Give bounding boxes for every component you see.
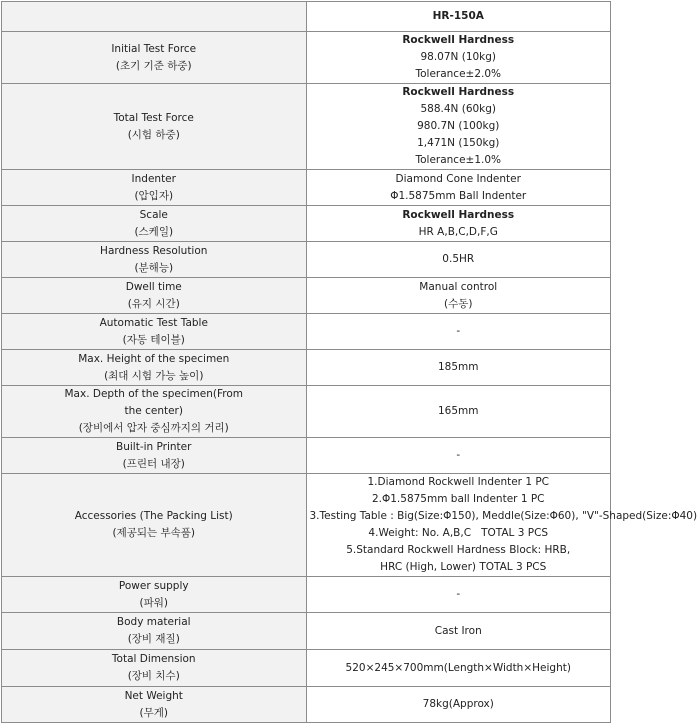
spec-value-line: 185mm xyxy=(438,361,479,373)
spec-label-cell xyxy=(2,314,307,350)
spec-label-line: (파워) xyxy=(139,596,168,609)
spec-row xyxy=(2,474,611,577)
spec-value-line: 4.Weight: No. A,B,C TOTAL 3 PCS xyxy=(368,527,549,539)
spec-value-line: - xyxy=(456,449,461,461)
spec-value-line: Cast Iron xyxy=(434,624,482,637)
spec-value-cell xyxy=(306,687,611,723)
spec-label-line: Max. Height of the specimen xyxy=(78,352,230,365)
spec-value-line: Tolerance±2.0% xyxy=(415,68,502,80)
spec-value-heading: Rockwell Hardness xyxy=(402,208,515,221)
spec-label-cell xyxy=(2,206,307,242)
spec-label-line: (장비 재질) xyxy=(127,633,180,645)
spec-value-line: 5.Standard Rockwell Hardness Block: HRB, xyxy=(346,544,571,556)
spec-label-line: Net Weight xyxy=(124,689,183,702)
spec-label-line: Max. Depth of the specimen(From xyxy=(64,388,243,400)
spec-row xyxy=(2,314,611,350)
spec-label-line: (분해능) xyxy=(134,261,174,274)
spec-value-heading: Rockwell Hardness xyxy=(402,34,515,46)
spec-value-line: Diamond Cone Indenter xyxy=(395,172,521,185)
spec-row xyxy=(2,577,611,613)
spec-value-cell xyxy=(306,278,611,314)
spec-row xyxy=(2,206,611,242)
spec-value-line: 980.7N (100kg) xyxy=(417,120,500,132)
spec-value-cell xyxy=(306,314,611,350)
spec-value-line: Manual control xyxy=(419,280,498,293)
spec-value-heading: Rockwell Hardness xyxy=(402,86,515,98)
spec-label-line: (장비에서 압자 중심까지의 거리) xyxy=(78,422,229,434)
spec-label-cell xyxy=(2,613,307,650)
spec-value-cell xyxy=(306,242,611,278)
spec-value-line: - xyxy=(456,325,461,337)
spec-label-line: Total Dimension xyxy=(111,653,196,665)
spec-value-line: (수동) xyxy=(444,297,473,310)
spec-value-cell xyxy=(306,474,697,577)
spec-value-cell xyxy=(306,650,611,687)
spec-row xyxy=(2,386,611,438)
spec-row xyxy=(2,278,611,314)
spec-value-line: 520×245×700mm(Length×Width×Height) xyxy=(345,661,571,674)
spec-label-line: (프린터 내장) xyxy=(122,457,185,470)
spec-value-line: HR A,B,C,D,F,G xyxy=(418,225,498,238)
spec-row xyxy=(2,650,611,687)
spec-label-cell xyxy=(2,577,307,613)
spec-value-line: 2.Φ1.5875mm ball Indenter 1 PC xyxy=(371,493,545,505)
spec-value-line: Φ1.5875mm Ball Indenter xyxy=(390,189,527,202)
spec-label-line: Automatic Test Table xyxy=(99,316,208,329)
spec-label-line: Accessories (The Packing List) xyxy=(74,510,233,522)
spec-label-line: Total Test Force xyxy=(113,111,194,124)
spec-label-cell xyxy=(2,170,307,206)
spec-value-line: 98.07N (10kg) xyxy=(420,51,497,63)
spec-label-line: Hardness Resolution xyxy=(100,244,208,257)
spec-value-cell xyxy=(306,350,611,386)
spec-row xyxy=(2,242,611,278)
spec-row xyxy=(2,687,611,723)
spec-value-line: 3.Testing Table : Big(Size:Φ150), Meddle(Size:Φ60), "V"-Shaped(Size:Φ40) xyxy=(309,510,697,522)
spec-row xyxy=(2,32,611,84)
spec-label-line: (최대 시험 가능 높이) xyxy=(104,369,204,382)
spec-value-cell xyxy=(306,32,611,84)
spec-row xyxy=(2,350,611,386)
spec-value-line: HRC (High, Lower) TOTAL 3 PCS xyxy=(370,561,547,573)
spec-label-cell xyxy=(2,84,307,170)
spec-label-line: the center) xyxy=(124,405,183,417)
spec-label-cell xyxy=(2,687,307,723)
spec-value-cell xyxy=(306,206,611,242)
spec-table xyxy=(1,1,697,723)
spec-label-line: (장비 치수) xyxy=(127,670,180,682)
spec-value-line: 588.4N (60kg) xyxy=(420,103,497,115)
spec-row xyxy=(2,170,611,206)
spec-label-line: (유지 시간) xyxy=(127,297,180,310)
spec-label-cell xyxy=(2,386,307,438)
spec-value-cell xyxy=(306,386,611,438)
spec-label-cell xyxy=(2,242,307,278)
spec-value-line: 1.Diamond Rockwell Indenter 1 PC xyxy=(367,476,550,488)
spec-label-cell xyxy=(2,650,307,687)
spec-value-cell xyxy=(306,577,611,613)
spec-label-line: (스케일) xyxy=(134,225,174,238)
spec-value-cell xyxy=(306,170,611,206)
spec-row xyxy=(2,84,611,170)
spec-label-line: Scale xyxy=(139,208,168,221)
spec-row xyxy=(2,438,611,474)
spec-value-line: Tolerance±1.0% xyxy=(415,154,502,166)
spec-value-line: 1,471N (150kg) xyxy=(417,137,500,149)
spec-value-line: 165mm xyxy=(438,405,479,417)
spec-value-cell xyxy=(306,438,611,474)
spec-value-line: - xyxy=(456,588,461,600)
spec-label-line: Built-in Printer xyxy=(116,440,192,453)
spec-label-cell xyxy=(2,438,307,474)
spec-value-line: 0.5HR xyxy=(442,253,475,265)
spec-label-line: (제공되는 부속품) xyxy=(112,527,196,539)
spec-label-line: Dwell time xyxy=(125,280,182,293)
spec-row xyxy=(2,613,611,650)
spec-label-line: (압입자) xyxy=(134,189,174,202)
spec-value-cell xyxy=(306,613,611,650)
spec-value-line: 78kg(Approx) xyxy=(422,698,494,710)
spec-label-line: (시험 하중) xyxy=(127,128,180,141)
spec-label-line: Initial Test Force xyxy=(111,42,197,55)
model-header: HR-150A xyxy=(306,2,611,32)
spec-label-line: Body material xyxy=(116,616,191,628)
spec-label-line: Power supply xyxy=(118,579,189,592)
spec-label-line: Indenter xyxy=(131,172,176,185)
spec-label-line: (초기 기준 하중) xyxy=(115,59,192,72)
spec-label-line: (자동 테이블) xyxy=(122,333,185,346)
spec-value-cell xyxy=(306,84,611,170)
header-row xyxy=(2,2,611,32)
header-blank-cell xyxy=(2,2,307,32)
spec-label-cell xyxy=(2,474,307,577)
spec-label-cell xyxy=(2,32,307,84)
spec-table-body xyxy=(2,2,697,723)
spec-label-cell xyxy=(2,278,307,314)
spec-label-cell xyxy=(2,350,307,386)
spec-label-line: (무게) xyxy=(139,706,168,719)
